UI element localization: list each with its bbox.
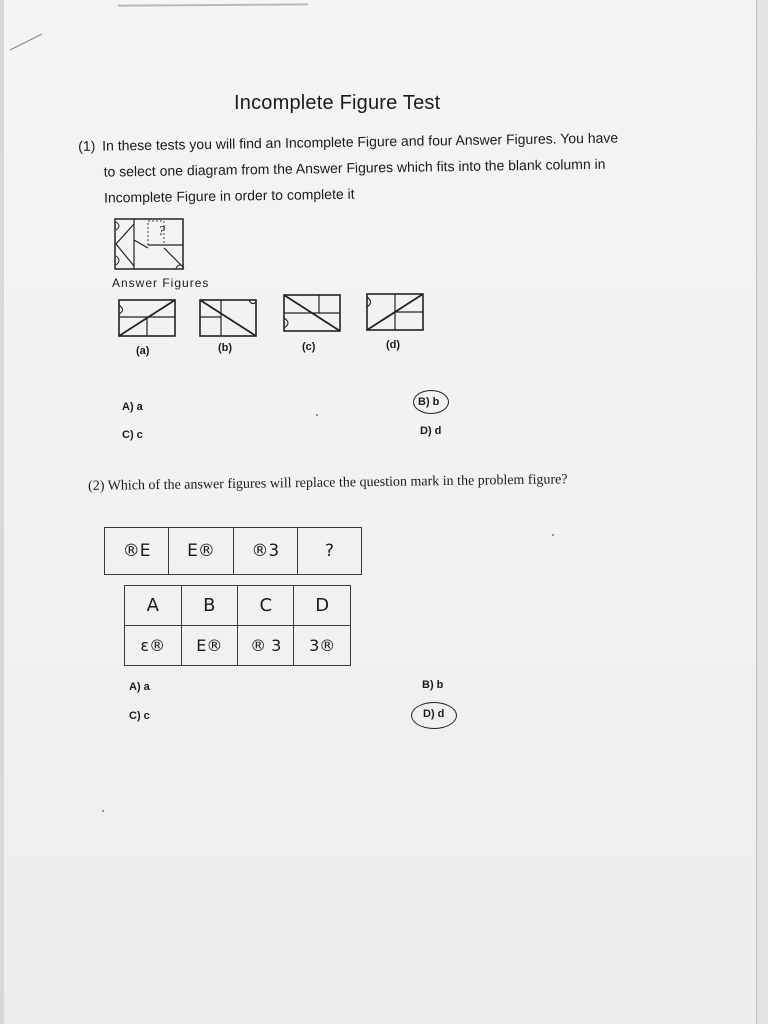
problem-figure-table (104, 527, 362, 575)
q1-choice-d[interactable]: D) d (420, 425, 442, 437)
question-2-text: (2) Which of the answer figures will replace the question mark in the problem figure? (88, 472, 568, 494)
answer-header-b: B (181, 586, 238, 626)
scan-speck (316, 414, 318, 416)
problem-cell-2: E® (169, 528, 233, 575)
answer-figure-b (199, 299, 257, 337)
answer-figures-label: Answer Figures (112, 276, 210, 290)
q1-choice-a[interactable]: A) a (122, 401, 143, 413)
figure-label-d: (d) (386, 339, 401, 351)
problem-cell-3: ®3 (233, 528, 297, 575)
scan-speck (552, 534, 554, 536)
q2-choice-c[interactable]: C) c (129, 710, 150, 722)
question-1-line-3: Incomplete Figure in order to complete it (103, 185, 355, 206)
q1-choice-c[interactable]: C) c (122, 429, 143, 441)
question-mark: ? (158, 224, 165, 239)
answer-cell-c: ® 3 (238, 626, 294, 666)
answer-cell-d: 3® (294, 626, 351, 666)
scan-right-edge (756, 0, 768, 1024)
answer-figure-table (124, 585, 351, 666)
answer-header-a: A (125, 586, 182, 626)
question-1-number: (1) (78, 137, 96, 154)
question-1-line-1: In these tests you will find an Incomplete Figure and four Answer Figures. You have (102, 129, 619, 154)
q1-choice-b[interactable]: B) b (418, 396, 440, 408)
answer-header-c: C (238, 586, 294, 626)
q2-choice-b[interactable]: B) b (422, 679, 444, 691)
question-1-line-2: to select one diagram from the Answer Figures which fits into the blank column in (103, 155, 606, 180)
incomplete-figure (114, 218, 186, 272)
figure-label-b: (b) (218, 342, 233, 354)
answer-figure-c (283, 294, 341, 332)
q2-selected-answer-circle (411, 702, 457, 729)
pen-stroke (8, 30, 48, 54)
scan-speck (102, 810, 104, 812)
answer-cell-a: ε® (125, 626, 182, 666)
figure-label-a: (a) (136, 345, 150, 357)
page-title: Incomplete Figure Test (234, 92, 441, 114)
answer-figure-d (366, 293, 424, 331)
scan-left-edge (0, 0, 4, 1024)
q2-choice-a[interactable]: A) a (129, 681, 150, 693)
q2-choice-d[interactable]: D) d (423, 708, 445, 720)
problem-cell-1: ®E (105, 528, 169, 575)
answer-header-d: D (294, 586, 351, 626)
problem-cell-4: ? (297, 528, 361, 575)
answer-cell-b: E® (181, 626, 238, 666)
question-1-text (78, 124, 679, 211)
figure-label-c: (c) (302, 341, 316, 353)
q1-selected-answer-circle (413, 390, 449, 414)
answer-figure-a (118, 299, 176, 337)
